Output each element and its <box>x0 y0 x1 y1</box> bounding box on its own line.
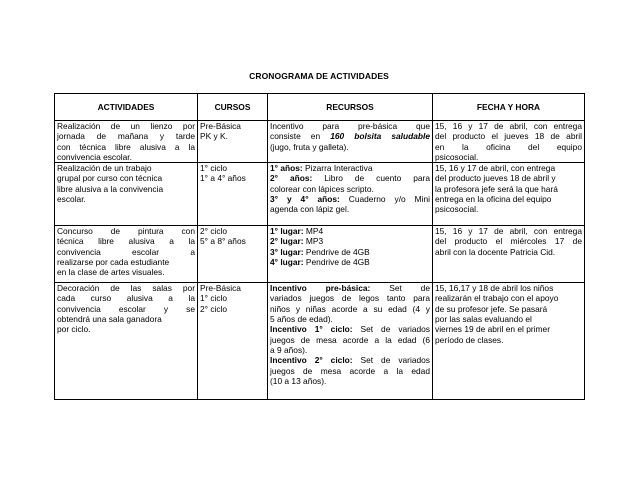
table-row <box>55 226 585 283</box>
activities-table <box>54 93 585 400</box>
cell-fecha: 15, 16 y 17 de abril, con entrega del producto el jueves 18 de abril en la oficina del equipo psicosocial. <box>433 121 585 163</box>
table-row <box>55 121 585 163</box>
table-row <box>55 283 585 400</box>
cell-actividad: Realización de un trabajo grupal por curso con técnica libre alusiva a la convivencia escolar. <box>55 163 198 226</box>
cell-cursos: 1° ciclo 1° a 4° años <box>198 163 268 226</box>
cell-cursos: Pre-Básica PK y K. <box>198 121 268 163</box>
header-fecha: FECHA Y HORA <box>433 94 585 121</box>
cell-recursos: 1° lugar: MP4 2° lugar: MP3 3° lugar: Pendrive de 4GB 4° lugar: Pendrive de 4GB <box>268 226 433 283</box>
table-row <box>55 163 585 226</box>
document-title: CRONOGRAMA DE ACTIVIDADES <box>249 71 389 81</box>
cell-fecha: 15, 16 y 17 de abril, con entrega del producto jueves 18 de abril y la profesora jefe será la que hará entrega en la oficina del equipo psicosocial. <box>433 163 585 226</box>
header-actividades: ACTIVIDADES <box>55 94 198 121</box>
cell-actividad: Concurso de pintura con técnica libre alusiva a la convivencia escolar a realizarse por cada estudiante en la clase de artes visuales. <box>55 226 198 283</box>
cell-recursos: Incentivo pre-básica: Set de variados juegos de legos tanto para niños y niñas acorde a su edad (4 y 5 años de edad). Incentivo 1° ciclo: Set de variados juegos de mesa acorde a la edad (6 a 9 años). Incentivo 2° ciclo: Set de variados juegos de mesa acorde a la edad (10 a 13 años). <box>268 283 433 400</box>
cell-actividad: Decoración de las salas por cada curso alusiva a la convivencia escolar y se obtendrá una sala ganadora por ciclo. <box>55 283 198 400</box>
cell-recursos: Incentivo para pre-básica que consiste en 160 bolsita saludable (jugo, fruta y galleta). <box>268 121 433 163</box>
cell-actividad: Realización de un lienzo por jornada de mañana y tarde con técnica libre alusiva a la convivencia escolar. <box>55 121 198 163</box>
header-recursos: RECURSOS <box>268 94 433 121</box>
header-cursos: CURSOS <box>198 94 268 121</box>
cell-cursos: Pre-Básica 1° ciclo 2° ciclo <box>198 283 268 400</box>
cell-cursos: 2° ciclo 5° a 8° años <box>198 226 268 283</box>
cell-recursos: 1° años: Pizarra Interactiva 2° años: Libro de cuento para colorear con lápices scripto. 3° y 4° años: Cuaderno y/o Mini agenda con lápiz gel. <box>268 163 433 226</box>
cell-fecha: 15, 16 y 17 de abril, con entrega del producto el miércoles 17 de abril con la docente Patricia Cid. <box>433 226 585 283</box>
cell-fecha: 15, 16,17 y 18 de abril los niños realizarán el trabajo con el apoyo de su profesor jefe. Se pasará por las salas evaluando el viernes 19 de abril en el primer período de clases. <box>433 283 585 400</box>
header-row <box>55 94 585 121</box>
